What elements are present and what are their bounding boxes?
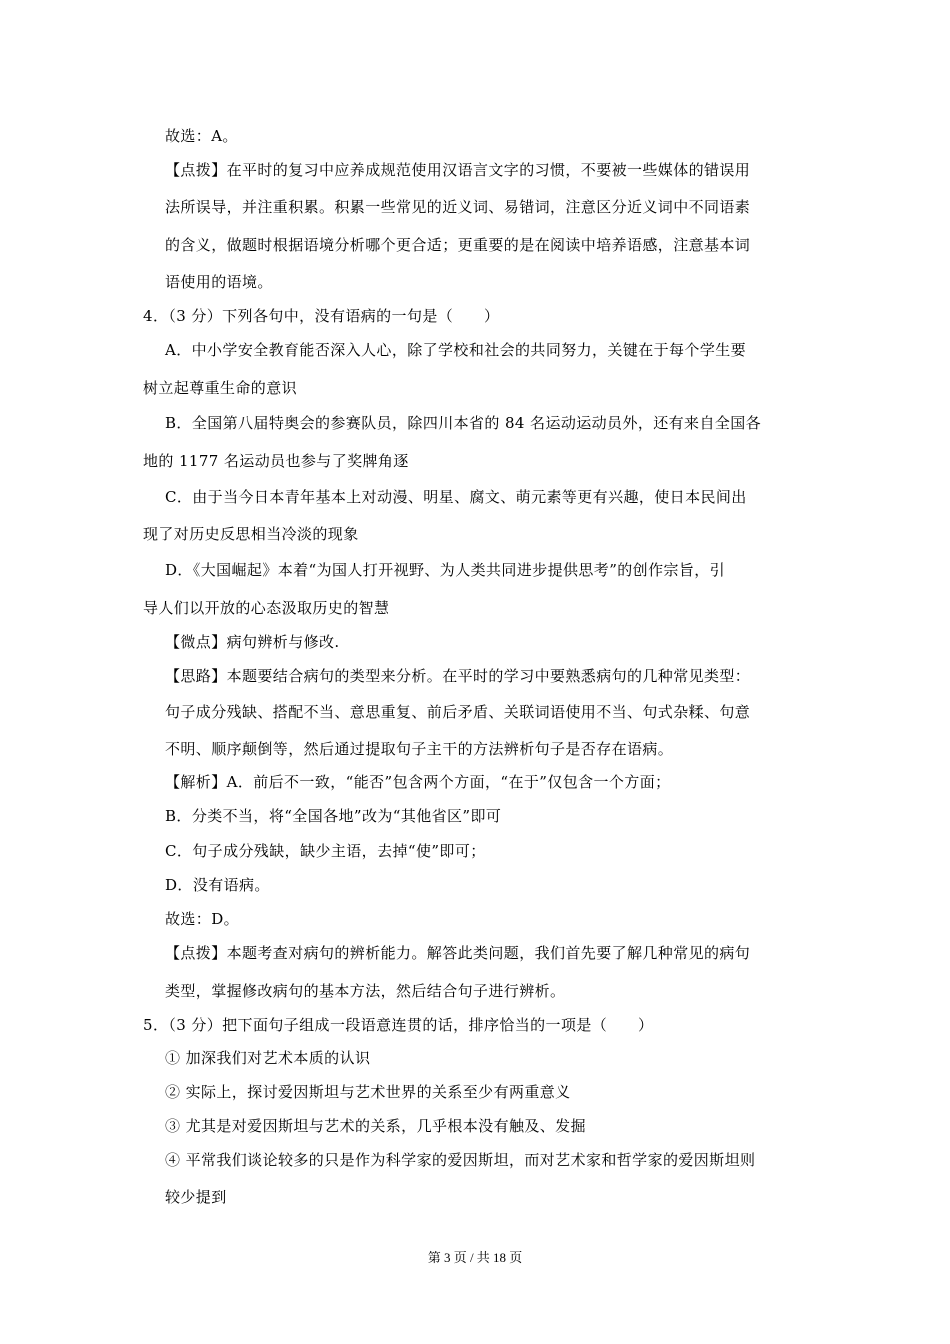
list-item: ④ 平常我们谈论较多的只是作为科学家的爱因斯坦，而对艺术家和哲学家的爱因斯坦则 — [165, 1151, 756, 1169]
option-line: 导人们以开放的心态汲取历史的智慧 — [143, 599, 390, 617]
option-line: C．由于当今日本青年基本上对动漫、明星、腐文、萌元素等更有兴趣，使日本民间出 — [165, 488, 747, 506]
list-item: ① 加深我们对艺术本质的认识 — [165, 1049, 371, 1067]
question-header: 4．（3 分）下列各句中，没有语病的一句是（ ） — [143, 307, 500, 325]
text-line: 类型，掌握修改病句的基本方法，然后结合句子进行辨析。 — [165, 982, 566, 1000]
list-item: ② 实际上，探讨爱因斯坦与艺术世界的关系至少有两重意义 — [165, 1083, 571, 1101]
text-line: C．句子成分残缺，缺少主语，去掉“使”即可； — [165, 842, 486, 860]
option-line: 树立起尊重生命的意识 — [143, 379, 298, 397]
text-line: 【微点】病句辨析与修改. — [165, 633, 340, 651]
list-item: 较少提到 — [165, 1188, 227, 1206]
text-line: 【解析】A．前后不一致，“能否”包含两个方面，“在于”仅包含一个方面； — [165, 773, 671, 791]
text-line: B．分类不当，将“全国各地”改为“其他省区”即可 — [165, 807, 502, 825]
page-footer: 第 3 页 / 共 18 页 — [427, 1250, 523, 1265]
text-line: 不明、顺序颠倒等，然后通过提取句子主干的方法辨析句子是否存在语病。 — [165, 740, 674, 758]
question-header: 5．（3 分）把下面句子组成一段语意连贯的话，排序恰当的一项是（ ） — [143, 1016, 654, 1034]
option-line: 现了对历史反思相当冷淡的现象 — [143, 525, 359, 543]
text-line: 【思路】本题要结合病句的类型来分析。在平时的学习中要熟悉病句的几种常见类型： — [165, 667, 751, 685]
text-line: 语使用的语境。 — [165, 273, 273, 291]
text-line: 故选：A。 — [165, 127, 238, 145]
option-line: A．中小学安全教育能否深入人心，除了学校和社会的共同努力，关键在于每个学生要 — [165, 341, 747, 359]
list-item: ③ 尤其是对爱因斯坦与艺术的关系，几乎根本没有触及、发掘 — [165, 1117, 586, 1135]
text-line: 【点拨】本题考查对病句的辨析能力。解答此类问题，我们首先要了解几种常见的病句 — [165, 944, 751, 962]
text-line: 故选：D。 — [165, 910, 240, 928]
option-line: D．《大国崛起》本着“为国人打开视野、为人类共同进步提供思考”的创作宗旨，引 — [165, 561, 726, 579]
text-line: 的含义，做题时根据语境分析哪个更合适；更重要的是在阅读中培养语感，注意基本词 — [165, 236, 751, 254]
option-line: 地的 1177 名运动员也参与了奖牌角逐 — [143, 452, 409, 470]
text-line: 法所误导，并注重积累。积累一些常见的近义词、易错词，注意区分近义词中不同语素 — [165, 198, 751, 216]
text-line: D．没有语病。 — [165, 876, 270, 894]
text-line: 句子成分残缺、搭配不当、意思重复、前后矛盾、关联词语使用不当、句式杂糅、句意 — [165, 703, 751, 721]
option-line: B．全国第八届特奥会的参赛队员，除四川本省的 84 名运动运动员外，还有来自全国各 — [165, 414, 762, 432]
text-line: 【点拨】在平时的复习中应养成规范使用汉语言文字的习惯，不要被一些媒体的错误用 — [165, 161, 751, 179]
